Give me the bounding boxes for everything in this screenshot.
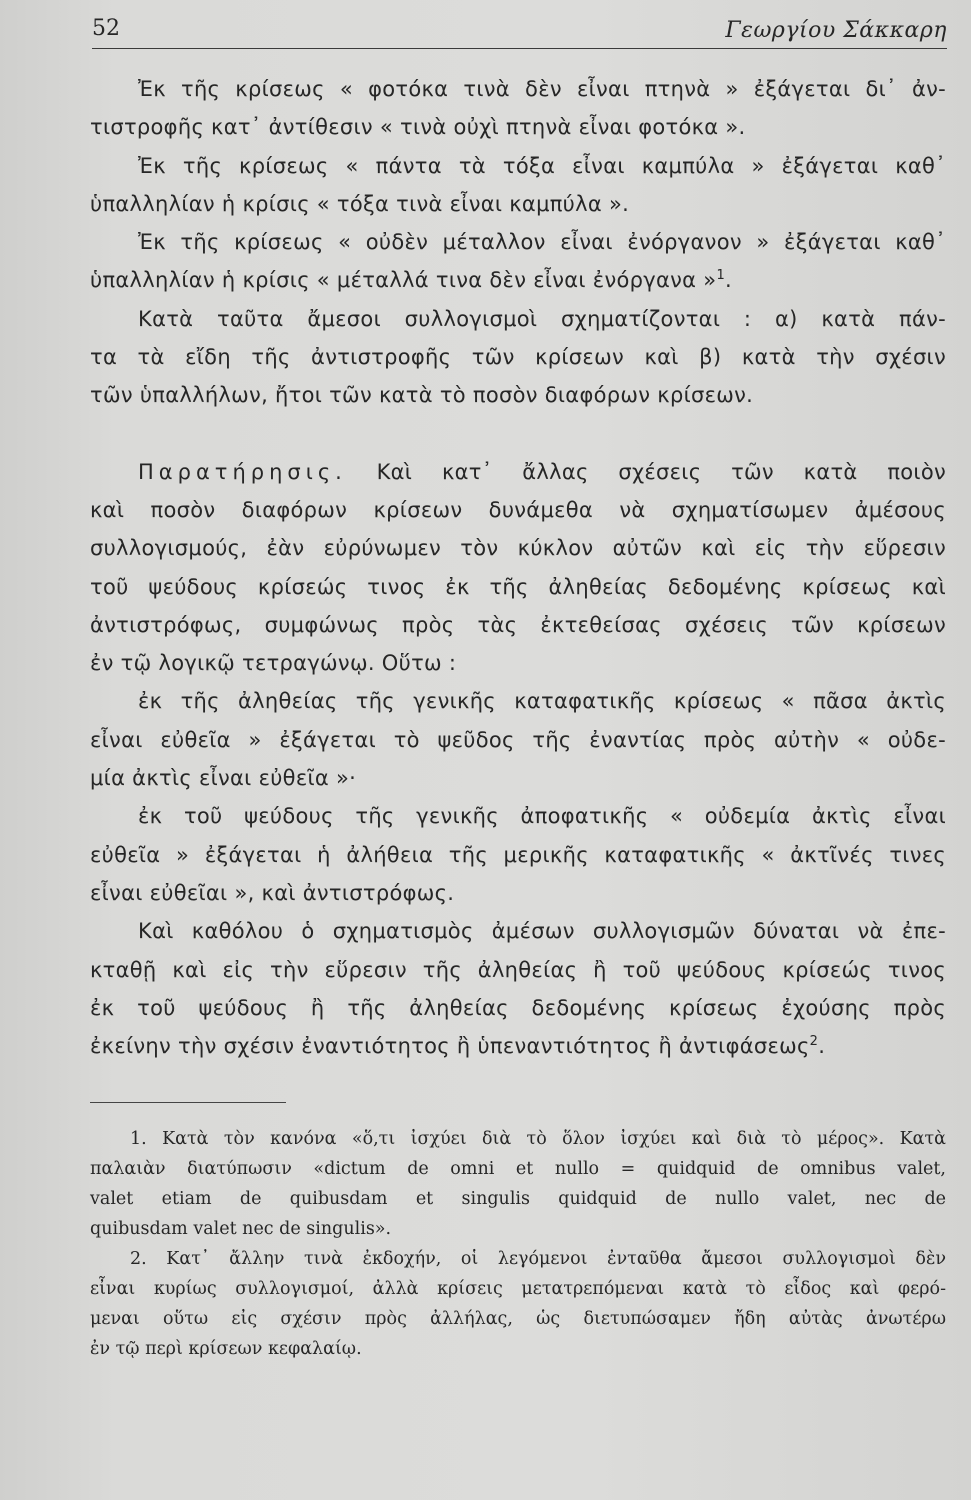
text-line: Ἐκ τῆς κρίσεως « οὐδὲν μέταλλον εἶναι ἐνόργανον » ἐξάγεται καθ᾽ [138,230,946,255]
text-line [90,453,946,491]
paragraph-2 [90,147,946,224]
running-head: Γεωργίου Σάκκαρη [725,18,947,43]
text-line: συλλογισμούς, ἐὰν εὐρύνωμεν τὸν κύκλον αὐτῶν καὶ εἰς τὴν εὕρεσιν [90,536,946,561]
footnote-ref-1: 1 [716,268,726,284]
text-line: ὑπαλληλίαν ἡ κρίσις « τόξα τινὰ εἶναι καμπύλα ». [90,191,630,216]
footnote-line: ἐν τῷ περὶ κρίσεων κεφαλαίῳ. [90,1339,362,1359]
text-line: Καὶ καθόλου ὁ σχηματισμὸς ἀμέσων συλλογισμῶν δύναται νὰ ἐπε- [138,919,946,944]
text-line [90,261,946,299]
remark-paragraph [90,453,946,683]
text-line: κταθῇ καὶ εἰς τὴν εὕρεσιν τῆς ἀληθείας ἢ τοῦ ψεύδους κρίσεώς τινος [90,957,946,982]
text-line: εὐθεῖα » ἐξάγεται ἡ ἀλήθεια τῆς μερικῆς καταφατικῆς « ἀκτῖνές τινες [90,842,946,867]
footnote-2 [90,1244,946,1364]
page-number: 52 [92,16,120,41]
footnote-line: 2. Κατ᾽ ἄλλην τινὰ ἐκδοχήν, οἱ λεγόμενοι ἐνταῦθα ἄμεσοι συλλογισμοὶ δὲν [130,1249,946,1269]
text-line: ἐκ τῆς ἀληθείας τῆς γενικῆς καταφατικῆς κρίσεως « πᾶσα ἀκτὶς [138,689,946,714]
text-line: Ἐκ τῆς κρίσεως « φοτόκα τινὰ δὲν εἶναι πτηνὰ » ἐξάγεται δι᾽ ἀν- [138,77,946,101]
text-segment: . [818,1034,826,1059]
text-line: Ἐκ τῆς κρίσεως « πάντα τὰ τόξα εἶναι καμπύλα » ἐξάγεται καθ᾽ [138,153,946,178]
paragraph-1 [90,70,946,147]
text-segment: ὑπαλληλίαν ἡ κρίσις « μέταλλά τινα δὲν εἶναι ἐνόργανα » [90,268,717,293]
text-line: ἐν τῷ λογικῷ τετραγώνῳ. Οὕτω : [90,651,457,676]
remark-label: Παρατήρησις. [138,459,347,484]
paragraph-gap [90,415,946,453]
footnote-line: valet etiam de quibusdam et singulis quidquid de nullo valet, nec de [90,1189,946,1209]
text-line: ἐκ τοῦ ψεύδους τῆς γενικῆς ἀποφατικῆς « οὐδεμία ἀκτὶς εἶναι [138,804,946,829]
paragraph-3 [90,223,946,300]
text-line: τῶν ὑπαλλήλων, ἤτοι τῶν κατὰ τὸ ποσὸν διαφόρων κρίσεων. [90,383,754,408]
text-line: εἶναι εὐθεῖαι », καὶ ἀντιστρόφως. [90,880,455,905]
paragraph-8 [90,912,946,1065]
footnote-line: quibusdam valet nec de singulis». [90,1219,392,1239]
paragraph-7 [90,797,946,912]
paragraph-4 [90,300,946,415]
text-line: μία ἀκτὶς εἶναι εὐθεῖα »· [90,766,357,791]
footnote-line: εἶναι κυρίως συλλογισμοί, ἀλλὰ κρίσεις μετατρεπόμεναι κατὰ τὸ εἶδος καὶ φερό- [90,1279,946,1299]
footnotes [90,1124,946,1364]
main-text [90,70,946,1065]
text-line: τα τὰ εἴδη τῆς ἀντιστροφῆς τῶν κρίσεων καὶ β) κατὰ τὴν σχέσιν [90,345,946,370]
footnote-1 [90,1124,946,1244]
text-line: ἐκ τοῦ ψεύδους ἢ τῆς ἀληθείας δεδομένης κρίσεως ἐχούσης πρὸς [90,995,946,1020]
text-line: Κατὰ ταῦτα ἄμεσοι συλλογισμοὶ σχηματίζονται : α) κατὰ πάν- [138,306,946,331]
text-line: ἀντιστρόφως, συμφώνως πρὸς τὰς ἐκτεθείσας σχέσεις τῶν κρίσεων [90,612,946,637]
footnote-line: παλαιὰν διατύπωσιν «dictum de omni et nullo = quidquid de omnibus valet, [90,1159,946,1179]
text-line: τιστροφῆς κατ᾽ ἀντίθεσιν « τινὰ οὐχὶ πτηνὰ εἶναι φοτόκα ». [90,115,746,140]
footnote-ref-2: 2 [809,1034,819,1050]
text-segment: Καὶ κατ᾽ ἄλλας σχέσεις τῶν κατὰ ποιὸν [376,459,946,484]
page-header [92,14,947,49]
text-line: καὶ ποσὸν διαφόρων κρίσεων δυνάμεθα νὰ σχηματίσωμεν ἀμέσους [90,497,946,522]
footnote-divider [90,1102,286,1103]
footnote-line: 1. Κατὰ τὸν κανόνα «ὅ,τι ἰσχύει διὰ τὸ ὅλον ἰσχύει καὶ διὰ τὸ μέρος». Κατὰ [130,1129,946,1149]
footnote-line: μεναι οὕτω εἰς σχέσιν πρὸς ἀλλήλας, ὡς διετυπώσαμεν ἤδη αὐτὰς ἀνωτέρω [90,1309,946,1329]
text-line: τοῦ ψεύδους κρίσεώς τινος ἐκ τῆς ἀληθείας δεδομένης κρίσεως καὶ [90,574,946,599]
text-line: εἶναι εὐθεῖα » ἐξάγεται τὸ ψεῦδος τῆς ἐναντίας πρὸς αὐτὴν « οὐδε- [90,727,946,752]
text-segment: ἐκείνην τὴν σχέσιν ἐναντιότητος ἢ ὑπεναντιότητος ἢ ἀντιφάσεως [90,1034,810,1059]
text-segment: . [725,268,732,293]
paragraph-6 [90,682,946,797]
text-line [90,1027,946,1065]
